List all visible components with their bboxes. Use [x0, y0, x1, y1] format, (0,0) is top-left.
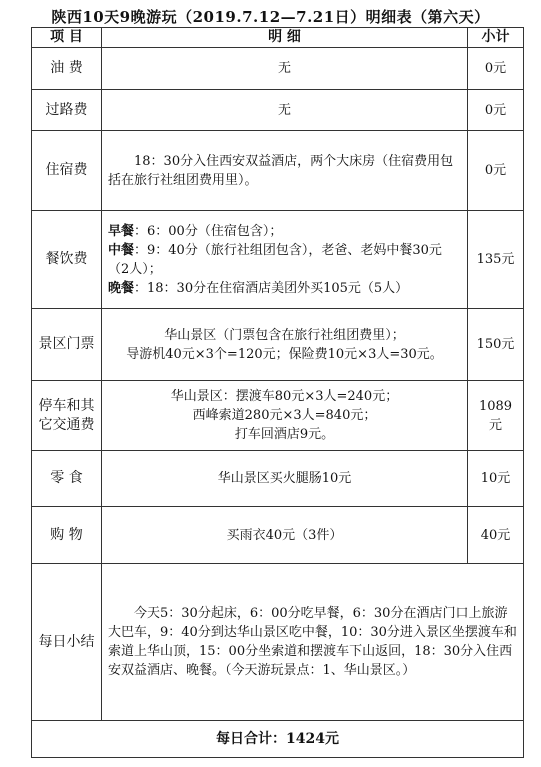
table-row-snacks [32, 451, 524, 507]
header-detail: 明 细 [102, 28, 468, 48]
detail-line: 打车回酒店9元。 [234, 427, 335, 442]
page-title: 陕西10天9晚游玩（2019.7.12—7.21日）明细表（第六天） [51, 8, 490, 26]
row-detail [102, 381, 468, 451]
row-detail: 无 [102, 48, 468, 90]
table-row-lodging [32, 131, 524, 211]
expense-table [31, 27, 524, 758]
daily-total: 每日合计：1424元 [32, 721, 524, 758]
row-subtotal: 1089元 [468, 381, 524, 451]
table-row-summary [32, 564, 524, 721]
row-detail: 买雨衣40元（3件） [102, 507, 468, 564]
row-label: 油 费 [32, 48, 102, 90]
lunch-text: ：9：40分（旅行社组团包含），老爸、老妈中餐30元（2人）； [108, 242, 442, 277]
row-detail: 18：30分入住西安双益酒店，两个大床房（住宿费用包括在旅行社组团费用里）。 [102, 131, 468, 211]
detail-line: 西峰索道280元×3人=840元； [192, 408, 377, 423]
table-row-fuel [32, 48, 524, 90]
table-row-tickets [32, 309, 524, 381]
lunch-label: 中餐 [108, 242, 135, 258]
row-detail: 无 [102, 90, 468, 131]
row-label: 零 食 [32, 451, 102, 507]
row-detail [102, 309, 468, 381]
row-subtotal: 0元 [468, 90, 524, 131]
table-row-transport [32, 381, 524, 451]
row-subtotal: 40元 [468, 507, 524, 564]
detail-line: 华山景区（门票包含在旅行社组团费里）； [164, 327, 405, 343]
row-detail [102, 211, 468, 309]
dinner-label: 晚餐 [108, 280, 135, 296]
total-row [32, 721, 524, 758]
row-subtotal: 0元 [468, 48, 524, 90]
header-subtotal: 小计 [468, 28, 524, 48]
row-label: 餐饮费 [32, 211, 102, 309]
row-subtotal: 135元 [468, 211, 524, 309]
row-detail: 今天5：30分起床，6：00分吃早餐，6：30分在酒店门口上旅游大巴车，9：40分到达华山景区吃中餐，10：30分进入景区坐摆渡车和索道上华山顶，15：00分坐索道和摆渡车下山返回，18：30分入住西安双益酒店、晚餐。（今天游玩景点：1、华山景区。） [102, 564, 524, 721]
row-label: 住宿费 [32, 131, 102, 211]
row-label: 过路费 [32, 90, 102, 131]
breakfast-line [108, 222, 461, 241]
header-item: 项 目 [32, 28, 102, 48]
dinner-text: ：18：30分在住宿酒店美团外买105元（5人） [134, 280, 409, 296]
table-row-shopping [32, 507, 524, 564]
dinner-line [108, 279, 461, 298]
header-row [32, 28, 524, 48]
row-label: 景区门票 [32, 309, 102, 381]
table-row-meals [32, 211, 524, 309]
row-subtotal: 10元 [468, 451, 524, 507]
breakfast-label: 早餐 [108, 223, 135, 239]
row-subtotal: 150元 [468, 309, 524, 381]
row-label: 停车和其它交通费 [32, 381, 102, 451]
row-label: 购 物 [32, 507, 102, 564]
detail-line: 导游机40元×3个=120元；保险费10元×3人=30元。 [126, 346, 443, 362]
breakfast-text: ：6：00分（住宿包含）； [134, 223, 283, 239]
row-subtotal: 0元 [468, 131, 524, 211]
row-detail: 华山景区买火腿肠10元 [102, 451, 468, 507]
row-label: 每日小结 [32, 564, 102, 721]
table-row-toll [32, 90, 524, 131]
lunch-line [108, 241, 461, 279]
detail-line: 华山景区：摆渡车80元×3人=240元； [170, 389, 399, 404]
